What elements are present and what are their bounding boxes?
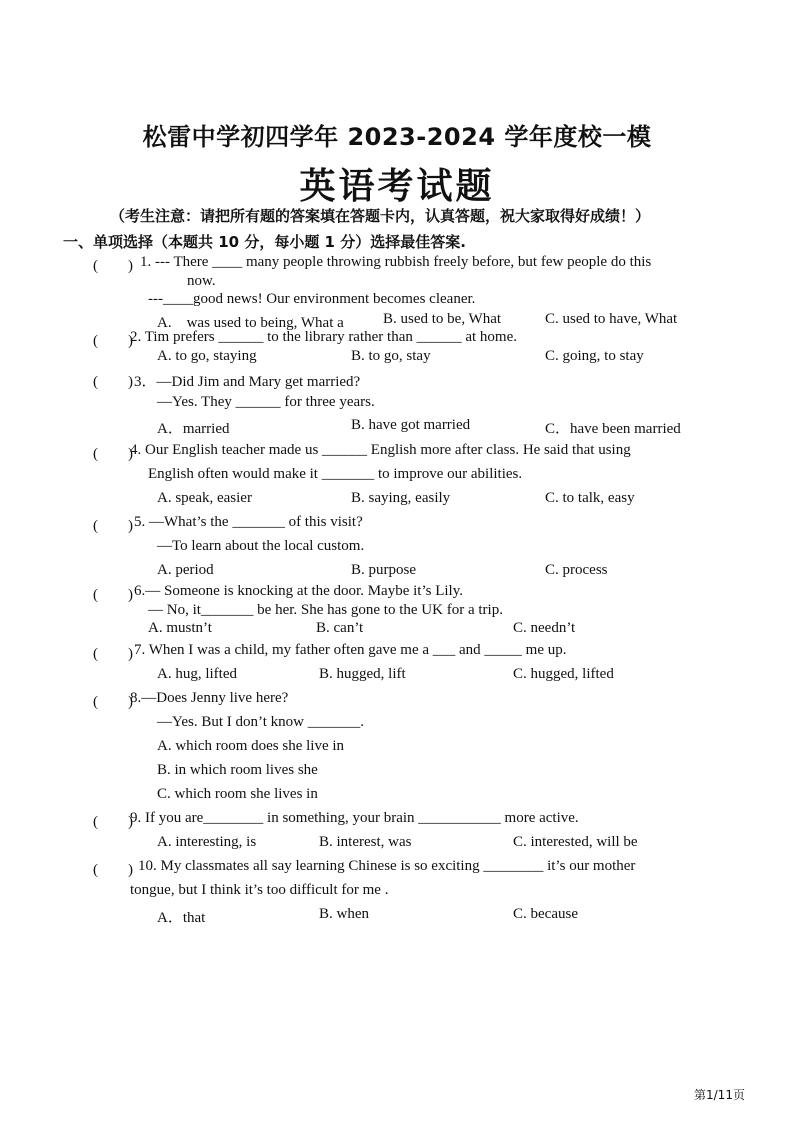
option-a[interactable]: A. period — [157, 562, 214, 578]
option-b[interactable]: B. when — [319, 906, 369, 922]
question-text: now. — [187, 273, 216, 289]
question-text: —Yes. They ______ for three years. — [157, 394, 375, 410]
option-b[interactable]: B. have got married — [351, 417, 471, 433]
question-text: 8.—Does Jenny live here? — [130, 690, 289, 706]
option-b[interactable]: B. to go, stay — [351, 348, 431, 364]
option-a[interactable]: A. speak, easier — [157, 490, 252, 506]
option-b[interactable]: B. in which room lives she — [157, 762, 318, 778]
option-c[interactable]: C．have been married — [545, 421, 681, 437]
question-text: —To learn about the local custom. — [157, 538, 365, 554]
option-a[interactable]: A. interesting, is — [157, 834, 257, 850]
question-text: 3．—Did Jim and Mary get married? — [134, 374, 361, 390]
answer-blank[interactable]: ( ) — [93, 646, 133, 662]
option-a[interactable]: A. to go, staying — [157, 348, 257, 364]
option-c[interactable]: C. process — [545, 562, 608, 578]
answer-blank[interactable]: ( ) — [93, 446, 133, 462]
option-c[interactable]: C. to talk, easy — [545, 490, 635, 506]
option-c[interactable]: C. needn’t — [513, 620, 576, 636]
answer-blank[interactable]: ( ) — [93, 333, 133, 349]
question-text: 9. If you are________ in something, your brain ___________ more active. — [130, 810, 579, 826]
question-text: ---____good news! Our environment becomes cleaner. — [148, 291, 476, 307]
option-c[interactable]: C. used to have, What — [545, 311, 678, 327]
answer-blank[interactable]: ( ) — [93, 814, 133, 830]
option-c[interactable]: C. because — [513, 906, 578, 922]
answer-blank[interactable]: ( ) — [93, 258, 133, 274]
question-text: 10. My classmates all say learning Chinese is so exciting ________ it’s our mother — [138, 858, 636, 874]
answer-blank[interactable]: ( ) — [93, 694, 133, 710]
option-a[interactable]: A. was used to being, What a — [157, 315, 344, 331]
question-text: tongue, but I think it’s too difficult for me . — [130, 882, 389, 898]
answer-blank[interactable]: ( ) — [93, 587, 133, 603]
option-b[interactable]: B. hugged, lift — [319, 666, 406, 682]
option-c[interactable]: C. interested, will be — [513, 834, 638, 850]
option-a[interactable]: A．married — [157, 421, 230, 437]
question-text: English often would make it _______ to improve our abilities. — [148, 466, 523, 482]
answer-blank[interactable]: ( ) — [93, 862, 133, 878]
answer-blank[interactable]: ( ) — [93, 374, 133, 390]
option-c[interactable]: C. which room she lives in — [157, 786, 318, 802]
option-b[interactable]: B. saying, easily — [351, 490, 451, 506]
option-a[interactable]: A．that — [157, 910, 206, 926]
question-text: — No, it_______ be her. She has gone to the UK for a trip. — [148, 602, 503, 618]
question-text: —Yes. But I don’t know _______. — [157, 714, 364, 730]
page-number: 第1/11页 — [694, 1088, 745, 1102]
option-b[interactable]: B. used to be, What — [383, 311, 502, 327]
section-heading: 一、单项选择（本题共 10 分，每小题 1 分）选择最佳答案. — [63, 233, 466, 251]
option-b[interactable]: B. interest, was — [319, 834, 412, 850]
candidate-notice: （考生注意：请把所有题的答案填在答题卡内，认真答题，祝大家取得好成绩！） — [110, 207, 651, 225]
option-b[interactable]: B. purpose — [351, 562, 416, 578]
question-text: 2. Tim prefers ______ to the library rather than ______ at home. — [130, 329, 518, 345]
option-a[interactable]: A. which room does she live in — [157, 738, 345, 754]
exam-title: 松雷中学初四学年 2023-2024 学年度校一模 — [142, 123, 652, 151]
option-a[interactable]: A. mustn’t — [148, 620, 212, 636]
question-text: 1. --- There ____ many people throwing rubbish freely before, but few people do this — [140, 254, 652, 270]
option-a[interactable]: A. hug, lifted — [157, 666, 237, 682]
option-c[interactable]: C. going, to stay — [545, 348, 644, 364]
answer-blank[interactable]: ( ) — [93, 518, 133, 534]
option-c[interactable]: C. hugged, lifted — [513, 666, 614, 682]
question-text: 4. Our English teacher made us ______ English more after class. He said that using — [130, 442, 631, 458]
option-b[interactable]: B. can’t — [316, 620, 364, 636]
question-text: 6.— Someone is knocking at the door. Maybe it’s Lily. — [134, 583, 463, 599]
question-text: 7. When I was a child, my father often gave me a ___ and _____ me up. — [134, 642, 567, 658]
question-text: 5. —What’s the _______ of this visit? — [134, 514, 363, 530]
exam-subtitle: 英语考试题 — [299, 166, 495, 207]
